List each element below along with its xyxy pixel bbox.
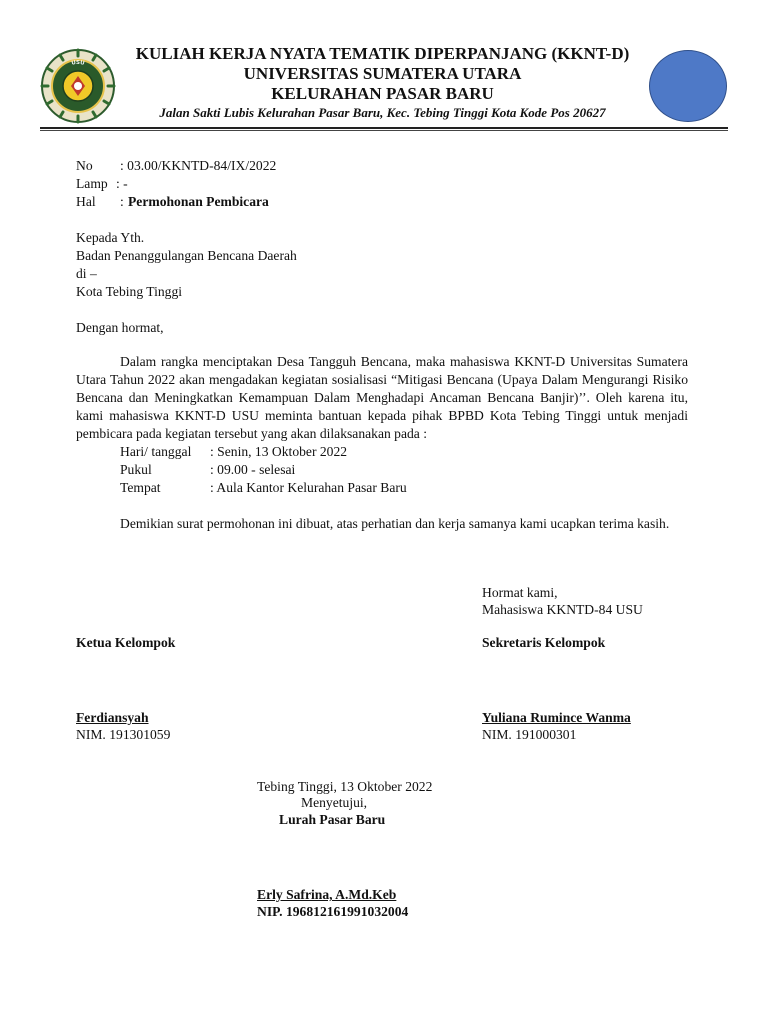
approval-place-date: Tebing Tinggi, 13 Oktober 2022 [257,779,433,794]
meta-lamp-label: Lamp [76,176,108,191]
meta-hal-value: Permohonan Pembicara [128,194,269,209]
approval-label: Menyetujui, [301,795,368,810]
right-signatory-title: Sekretaris Kelompok [482,635,606,650]
detail-time-value: : 09.00 - selesai [210,462,296,477]
left-signatory-title: Ketua Kelompok [76,635,176,650]
detail-time-label: Pukul [120,462,152,477]
meta-no-value: : 03.00/KKNTD-84/IX/2022 [120,158,277,173]
blue-circle-mark [649,50,727,122]
body-paragraph-1: Dalam rangka menciptakan Desa Tangguh Bencana, maka mahasiswa KKNT-D Universitas Sumatera Utara Tahun 2022 akan mengadakan kegiatan sosialisasi “Mitigasi Bencana (Upaya Dalam Mengurangi Risiko Bencana dan Meningkatkan Kemampuan Dalam Menghadapi Ancaman Bencana Banjir)’’. Oleh karena itu, kami mahasiswa KKNT-D USU meminta bantuan kepada pihak BPBD Kota Tebing Tinggi untuk menjadi pembicara pada kegiatan tersebut yang akan dilaksanakan pada : [76,354,688,441]
meta-hal-label: Hal [76,194,96,209]
recipient-line1: Kepada Yth. [76,230,145,245]
svg-text:USU: USU [70,60,86,67]
header-divider-thin [40,130,728,131]
header-divider [40,127,728,129]
body-paragraph-2: Demikian surat permohonan ini dibuat, atas perhatian dan kerja samanya kami ucapkan terima kasih. [120,516,670,531]
recipient-line4: Kota Tebing Tinggi [76,284,183,299]
right-signatory-name: Yuliana Rumince Wanma [482,710,631,725]
meta-no-label: No [76,158,93,173]
closing-line1: Hormat kami, [482,585,558,600]
header-title-line1: KULIAH KERJA NYATA TEMATIK DIPERPANJANG (KKNT-D) [135,44,630,63]
closing-line2: Mahasiswa KKNTD-84 USU [482,602,643,617]
right-signatory-nim: NIM. 191000301 [482,727,577,742]
approval-title: Lurah Pasar Baru [279,812,386,827]
recipient-line3: di – [76,266,97,281]
detail-date-label: Hari/ tanggal [120,444,192,459]
left-signatory-name: Ferdiansyah [76,710,149,725]
left-signatory-nim: NIM. 191301059 [76,727,171,742]
header-address: Jalan Sakti Lubis Kelurahan Pasar Baru, Kec. Tebing Tinggi Kota Kode Pos 20627 [159,105,606,120]
meta-hal-sep: : [120,194,124,209]
detail-place-label: Tempat [120,480,161,495]
approval-nip: NIP. 196812161991032004 [257,904,409,919]
meta-lamp-value: : - [116,176,128,191]
header-title-line2: UNIVERSITAS SUMATERA UTARA [243,64,522,83]
header-title-line3: KELURAHAN PASAR BARU [271,84,494,103]
detail-place-value: : Aula Kantor Kelurahan Pasar Baru [210,480,407,495]
greeting: Dengan hormat, [76,320,164,335]
approval-name: Erly Safrina, A.Md.Keb [257,887,397,902]
detail-date-value: : Senin, 13 Oktober 2022 [210,444,348,459]
recipient-line2: Badan Penanggulangan Bencana Daerah [76,248,297,263]
